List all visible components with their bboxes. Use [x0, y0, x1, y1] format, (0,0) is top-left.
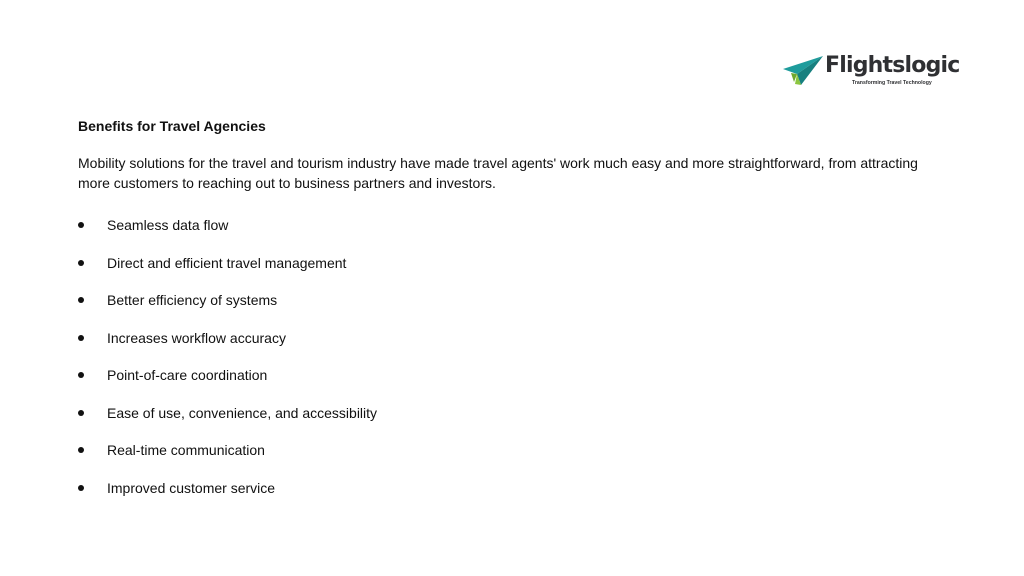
bullet-icon [78, 372, 84, 378]
benefit-text: Seamless data flow [107, 217, 229, 233]
bullet-icon [78, 297, 84, 303]
benefit-text: Improved customer service [107, 479, 276, 496]
intro-paragraph: Mobility solutions for the travel and tourism industry have made travel agents' work much easy and more straightforward, from attracting more customers to reaching out to business partners and investors. [78, 155, 918, 191]
bullet-icon [78, 410, 84, 416]
benefit-text: Direct and efficient travel management [107, 254, 347, 271]
bullet-icon [78, 260, 84, 266]
bullet-icon [78, 447, 84, 453]
bullet-icon [78, 335, 84, 341]
paper-plane-icon [782, 54, 824, 86]
brand-logo [782, 52, 960, 92]
benefit-text: Better efficiency of systems [107, 292, 278, 308]
brand-tagline: Transforming Travel Technology [852, 80, 932, 86]
bullet-icon [78, 222, 84, 228]
brand-name: Flightslogic [825, 53, 960, 78]
benefit-text: Increases workflow accuracy [107, 329, 286, 346]
bullet-icon [78, 485, 84, 491]
benefit-text: Real-time communication [107, 442, 265, 458]
benefit-text: Point-of-care coordination [107, 367, 268, 383]
section-heading: Benefits for Travel Agencies [78, 118, 266, 134]
benefit-text: Ease of use, convenience, and accessibility [107, 404, 378, 421]
